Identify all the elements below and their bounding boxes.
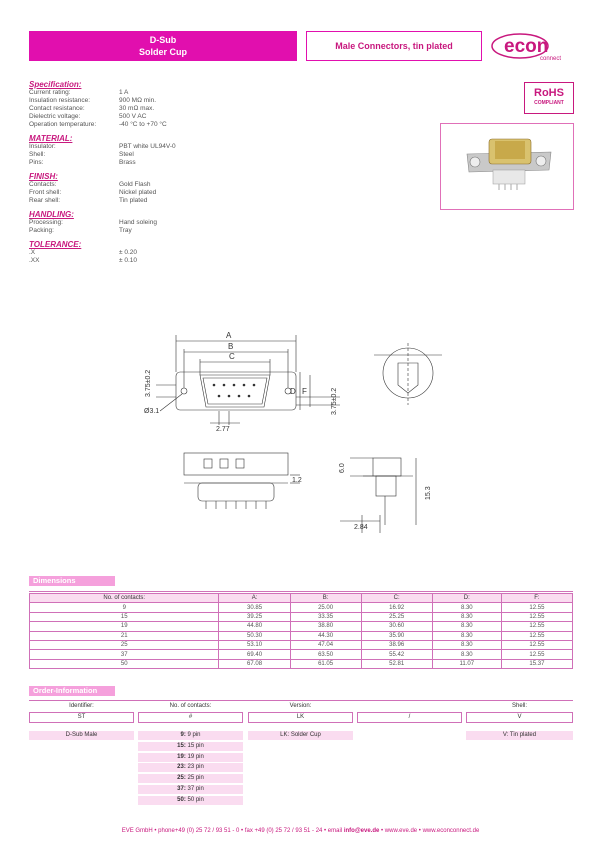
- handling-row: [29, 227, 289, 235]
- cell: 12.55: [501, 650, 572, 659]
- table-row: [30, 640, 573, 649]
- product-photo: [440, 123, 574, 210]
- cell: 12.55: [501, 603, 572, 612]
- cell: 63.50: [290, 650, 361, 659]
- cell: 8.30: [432, 650, 501, 659]
- logo-sub: connect: [540, 56, 562, 62]
- col-F: F:: [501, 594, 572, 603]
- product-subtitle: Male Connectors, tin plated: [306, 31, 482, 61]
- col-B: B:: [290, 594, 361, 603]
- cell: 50.30: [219, 631, 290, 640]
- finish-title: FINISH:: [29, 172, 58, 181]
- rohs-label: RoHS: [534, 87, 564, 99]
- specification-title: Specification:: [29, 80, 82, 89]
- tolerance-value: ± 0.20: [119, 249, 138, 256]
- contact-code: 37:: [177, 785, 186, 792]
- cell: 12.55: [501, 640, 572, 649]
- dim-284: 2.84: [354, 524, 368, 531]
- col-contacts: No. of contacts:: [30, 594, 219, 603]
- dimensions-title: Dimensions: [29, 576, 115, 586]
- econ-logo: [490, 32, 572, 62]
- cell: 8.30: [432, 612, 501, 621]
- table-row: [30, 612, 573, 621]
- spec-value: 500 V AC: [119, 113, 147, 120]
- tolerance-value: ± 0.10: [119, 257, 138, 264]
- cell: 8.30: [432, 603, 501, 612]
- order-divider: [29, 700, 573, 701]
- col-A: A:: [219, 594, 290, 603]
- contact-label: 37 pin: [187, 785, 204, 792]
- dim-12: 1.2: [292, 477, 302, 484]
- cell: 25.00: [290, 603, 361, 612]
- product-title-line2: Solder Cup: [138, 47, 187, 57]
- order-example-identifier: ST: [29, 712, 134, 723]
- cell: 37: [30, 650, 219, 659]
- finish-key: Contacts:: [29, 181, 57, 188]
- cell: 38.96: [361, 640, 432, 649]
- finish-value: Tin plated: [119, 197, 148, 204]
- dim-A-label: A: [226, 331, 232, 340]
- contact-code: 50:: [177, 796, 186, 803]
- cell: 8.30: [432, 631, 501, 640]
- list-item: [138, 731, 243, 740]
- material-title: MATERIAL:: [29, 134, 73, 143]
- handling-value: Hand soleing: [119, 219, 157, 226]
- cell: 8.30: [432, 640, 501, 649]
- cell: 50: [30, 659, 219, 668]
- order-version-option: LK: Solder Cup: [248, 731, 353, 740]
- spec-row: [29, 121, 289, 129]
- material-row: [29, 143, 289, 151]
- order-example-contacts: #: [138, 712, 243, 723]
- table-row: [30, 650, 573, 659]
- spec-value: 900 MΩ min.: [119, 97, 157, 104]
- dim-277: 2.77: [216, 426, 230, 433]
- material-value: PBT white UL94V-0: [119, 143, 176, 150]
- dim-D-label: D: [290, 387, 296, 396]
- finish-row: [29, 197, 289, 205]
- table-row: [30, 622, 573, 631]
- spec-key: Insulation resistance:: [29, 97, 91, 104]
- dim-60: 6.0: [339, 463, 346, 473]
- list-item: [138, 774, 243, 783]
- order-contacts-list: [138, 731, 243, 805]
- cell: 16.92: [361, 603, 432, 612]
- contact-code: 9:: [180, 732, 186, 738]
- dim-C-label: C: [229, 352, 235, 361]
- tolerance-row: [29, 257, 289, 265]
- contact-label: 50 pin: [187, 796, 204, 803]
- product-title-line1: D-Sub: [149, 35, 177, 45]
- spec-row: [29, 113, 289, 121]
- contact-label: 19 pin: [187, 753, 204, 760]
- finish-row: [29, 181, 289, 189]
- dim-B-label: B: [228, 342, 234, 351]
- finish-value: Gold Flash: [119, 181, 151, 188]
- contact-code: 15:: [177, 742, 186, 749]
- material-row: [29, 151, 289, 159]
- cell: 15.37: [501, 659, 572, 668]
- specification-section: [29, 80, 289, 265]
- material-key: Insulator:: [29, 143, 56, 150]
- cell: 67.08: [219, 659, 290, 668]
- spec-row: [29, 97, 289, 105]
- dim-153: 15.3: [425, 486, 432, 500]
- table-row: [30, 659, 573, 668]
- list-item: [138, 763, 243, 772]
- footer: [0, 828, 601, 834]
- product-title: [29, 31, 297, 61]
- rohs-badge: [524, 82, 574, 114]
- spec-row: [29, 89, 289, 97]
- contact-label: 15 pin: [187, 742, 204, 749]
- spec-row: [29, 105, 289, 113]
- material-key: Pins:: [29, 159, 44, 166]
- cell: 33.35: [290, 612, 361, 621]
- order-header-shell: Shell:: [511, 703, 527, 709]
- finish-row: [29, 189, 289, 197]
- spec-key: Dielectric voltage:: [29, 113, 81, 120]
- handling-row: [29, 219, 289, 227]
- cell: 11.07: [432, 659, 501, 668]
- footer-email-link[interactable]: info@eve.de: [343, 828, 380, 834]
- dim-375-right: 3.75±0.2: [331, 387, 338, 415]
- cell: 35.90: [361, 631, 432, 640]
- dim-F-label: F: [302, 387, 307, 396]
- cell: 30.60: [361, 622, 432, 631]
- dimensions-header-row: [30, 594, 573, 603]
- footer-web: • www.eve.de • www.econconnect.de: [379, 828, 480, 834]
- contact-label: 25 pin: [187, 775, 204, 782]
- spec-key: Current rating:: [29, 89, 71, 96]
- tolerance-title: TOLERANCE:: [29, 240, 82, 249]
- order-identifier-option: D-Sub Male: [29, 731, 134, 740]
- dim-phi: Ø3.1: [144, 408, 160, 415]
- contact-code: 19:: [177, 753, 186, 760]
- cell: 19: [30, 622, 219, 631]
- cell: 44.80: [219, 622, 290, 631]
- technical-drawing: [140, 325, 460, 535]
- cell: 61.05: [290, 659, 361, 668]
- dim-375-left: 3.75±0.2: [145, 369, 152, 397]
- tolerance-row: [29, 249, 289, 257]
- footer-contact: EVE GmbH • phone+49 (0) 25 72 / 93 51 - 0 • fax +49 (0) 25 72 / 93 51 - 24 • email: [121, 828, 344, 834]
- finish-key: Front shell:: [29, 189, 62, 196]
- contact-label: 9 pin: [187, 732, 201, 738]
- order-header-version: Version:: [289, 703, 312, 709]
- handling-key: Packing:: [29, 227, 54, 234]
- handling-title: HANDLING:: [29, 210, 74, 219]
- contact-label: 23 pin: [187, 764, 204, 771]
- cell: 12.55: [501, 612, 572, 621]
- spec-value: 30 mΩ max.: [119, 105, 155, 112]
- list-item: [138, 785, 243, 794]
- handling-value: Tray: [119, 227, 132, 234]
- order-example-shell: V: [466, 712, 573, 723]
- spec-key: Contact resistance:: [29, 105, 85, 112]
- cell: 53.10: [219, 640, 290, 649]
- spec-value: -40 °C to +70 °C: [119, 121, 167, 128]
- order-header-identifier: Identifier:: [69, 703, 94, 709]
- material-value: Steel: [119, 151, 134, 158]
- dimensions-divider: [29, 591, 573, 592]
- cell: 30.85: [219, 603, 290, 612]
- cell: 38.80: [290, 622, 361, 631]
- spec-value: 1 A: [119, 89, 129, 96]
- order-example-version: LK: [248, 712, 353, 723]
- cell: 12.55: [501, 631, 572, 640]
- order-header-contacts: No. of contacts:: [169, 703, 212, 709]
- order-example-separator: /: [357, 712, 462, 723]
- tolerance-key: .X: [29, 249, 36, 256]
- cell: 52.81: [361, 659, 432, 668]
- col-C: C:: [361, 594, 432, 603]
- cell: 39.25: [219, 612, 290, 621]
- handling-key: Processing:: [29, 219, 63, 226]
- col-D: D:: [432, 594, 501, 603]
- table-row: [30, 603, 573, 612]
- material-value: Brass: [119, 159, 136, 166]
- cell: 15: [30, 612, 219, 621]
- list-item: [138, 753, 243, 762]
- spec-key: Operation temperature:: [29, 121, 97, 128]
- specification-rows: [29, 89, 289, 129]
- rohs-compliant: COMPLIANT: [534, 100, 564, 106]
- cell: 47.04: [290, 640, 361, 649]
- order-title: Order-Information: [29, 686, 115, 696]
- cell: 25: [30, 640, 219, 649]
- cell: 55.42: [361, 650, 432, 659]
- order-shell-option: V: Tin plated: [466, 731, 573, 740]
- cell: 12.55: [501, 622, 572, 631]
- list-item: [138, 742, 243, 751]
- finish-value: Nickel plated: [119, 189, 157, 196]
- cell: 21: [30, 631, 219, 640]
- cell: 25.25: [361, 612, 432, 621]
- contact-code: 25:: [177, 775, 186, 782]
- contact-code: 23:: [177, 764, 186, 771]
- cell: 8.30: [432, 622, 501, 631]
- material-key: Shell:: [29, 151, 46, 158]
- cell: 9: [30, 603, 219, 612]
- list-item: [138, 796, 243, 805]
- material-row: [29, 159, 289, 167]
- tolerance-key: .XX: [29, 257, 40, 264]
- cell: 44.30: [290, 631, 361, 640]
- dimensions-table: [29, 593, 573, 669]
- table-row: [30, 631, 573, 640]
- cell: 69.40: [219, 650, 290, 659]
- finish-key: Rear shell:: [29, 197, 61, 204]
- logo-main: econ: [504, 36, 549, 57]
